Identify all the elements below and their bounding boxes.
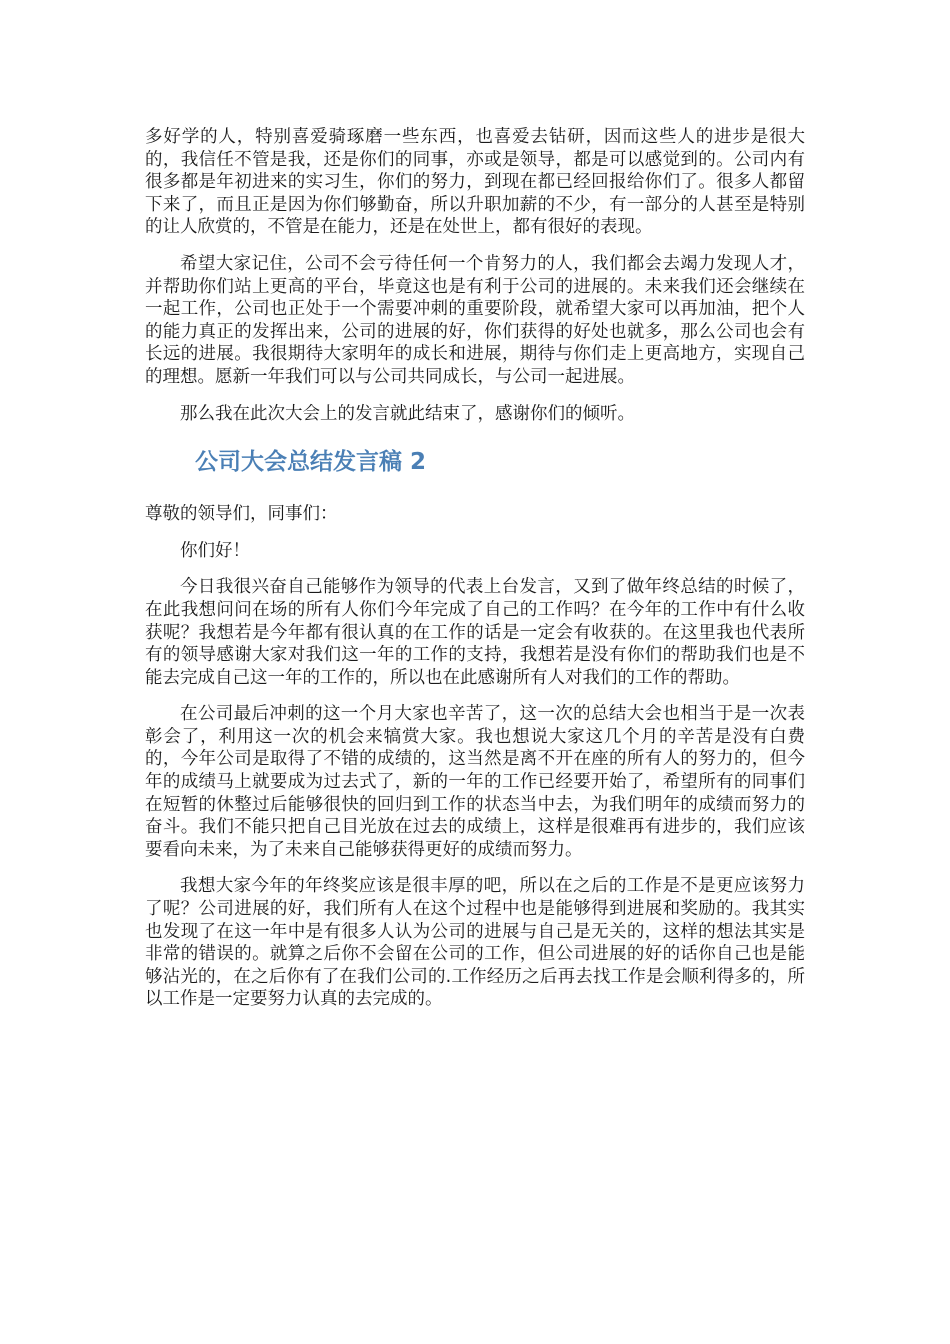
paragraph: 希望大家记住，公司不会亏待任何一个肯努力的人，我们都会去竭力发现人才，并帮助你们站上更高的平台，毕竟这也是有利于公司的进展的。未来我们还会继续在一起工作，公司也正处于一个需要冲刺的重要阶段，就希望大家可以再加油，把个人的能力真正的发挥出来，公司的进展的好，你们获得的好处也就多，那么公司也会有长远的进展。我很期待大家明年的成长和进展，期待与你们走上更高地方，实现自己的理想。愿新一年我们可以与公司共同成长，与公司一起进展。 <box>145 253 805 387</box>
paragraph: 在公司最后冲刺的这一个月大家也辛苦了，这一次的总结大会也相当于是一次表彰会了，利用这一次的机会来犒赏大家。我也想说大家这几个月的辛苦是没有白费的，今年公司是取得了不错的成绩的，这当然是离不开在座的所有人的努力的，但今年的成绩马上就要成为过去式了，新的一年的工作已经要开始了，希望所有的同事们在短暂的休整过后能够很快的回归到工作的状态当中去，为我们明年的成绩而努力的奋斗。我们不能只把自己目光放在过去的成绩上，这样是很难再有进步的，我们应该要看向未来，为了未来自己能够获得更好的成绩而努力。 <box>145 704 805 860</box>
section-heading: 公司大会总结发言稿 2 <box>195 449 427 476</box>
document-body <box>145 126 805 1025</box>
greeting: 你们好！ <box>180 540 250 561</box>
paragraph-continued: 多好学的人，特别喜爱骑琢磨一些东西，也喜爱去钻研，因而这些人的进步是很大的，我信任不管是我，还是你们的同事，亦或是领导，都是可以感觉到的。公司内有很多都是年初进来的实习生，你们的努力，到现在都已经回报给你们了。很多人都留下来了，而且正是因为你们够勤奋，所以升职加薪的不少，有一部分的人甚至是特别的让人欣赏的，不管是在能力，还是在处世上，都有很好的表现。 <box>145 127 805 238</box>
salutation: 尊敬的领导们，同事们： <box>145 504 338 525</box>
paragraph: 我想大家今年的年终奖应该是很丰厚的吧，所以在之后的工作是不是更应该努力了呢？公司进展的好，我们所有人在这个过程中也是能够得到进展和奖励的。我其实也发现了在这一年中是有很多人认为公司的进展与自己是无关的，这样的想法其实是非常的错误的。就算之后你不会留在公司的工作，但公司进展的好的话你自己也是能够沾光的，在之后你有了在我们公司的.工作经历之后再去找工作是会顺利得多的，所以工作是一定要努力认真的去完成的。 <box>145 876 805 1010</box>
paragraph-closing: 那么我在此次大会上的发言就此结束了，感谢你们的倾听。 <box>180 403 635 424</box>
paragraph: 今日我很兴奋自己能够作为领导的代表上台发言，又到了做年终总结的时候了，在此我想问问在场的所有人你们今年完成了自己的工作吗？在今年的工作中有什么收获呢？我想若是今年都有很认真的在工作的话是一定会有收获的。在这里我也代表所有的领导感谢大家对我们这一年的工作的支持，我想若是没有你们的帮助我们也是不能去完成自己这一年的工作的，所以也在此感谢所有人对我们的工作的帮助。 <box>145 577 805 688</box>
